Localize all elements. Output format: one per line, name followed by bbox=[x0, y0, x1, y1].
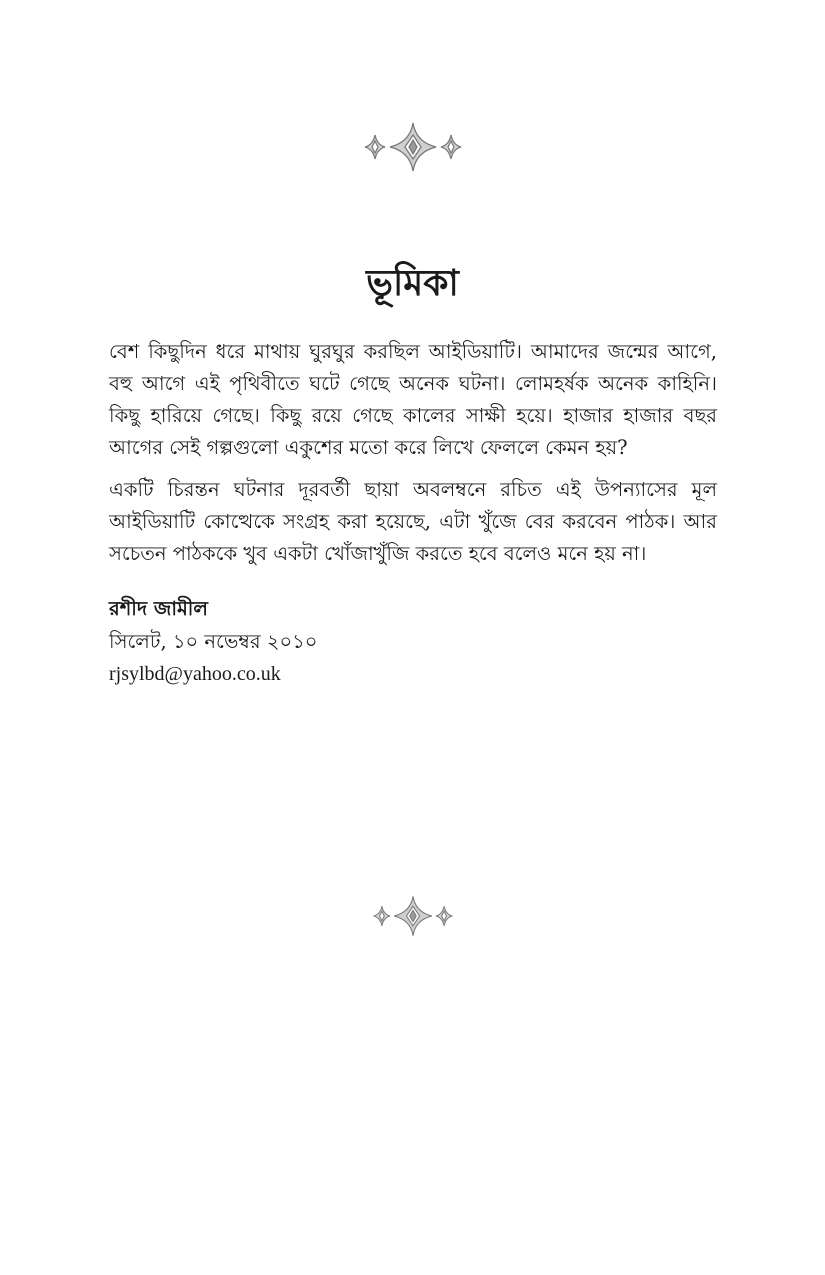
paragraph-2: একটি চিরন্তন ঘটনার দূরবর্তী ছায়া অবলম্বনে রচিত এই উপন্যাসের মূল আইডিয়াটি কোত্থেকে সংগ্রহ করা হয়েছে, এটা খুঁজে বের করবেন পাঠক। আর সচেতন পাঠককে খুব একটা খোঁজাখুঁজি করতে হবে বলেও মনে হয় না। bbox=[109, 478, 717, 565]
preface-body bbox=[109, 336, 717, 580]
top-ornament bbox=[0, 122, 825, 172]
diamond-star-ornament-icon bbox=[368, 895, 458, 937]
signature-block bbox=[109, 592, 717, 691]
author-email: rjsylbd@yahoo.co.uk bbox=[109, 663, 281, 685]
author-name: রশীদ জামীল bbox=[109, 597, 208, 620]
paragraph-1: বেশ কিছুদিন ধরে মাথায় ঘুরঘুর করছিল আইডিয়াটি। আমাদের জন্মের আগে, বহু আগে এই পৃথিবীতে ঘটে গেছে অনেক ঘটনা। লোমহর্ষক অনেক কাহিনি। কিছু হারিয়ে গেছে। কিছু রয়ে গেছে কালের সাক্ষী হয়ে। হাজার হাজার বছর আগের সেই গল্পগুলো একুশের মতো করে লিখে ফেললে কেমন হয়? bbox=[109, 340, 717, 459]
page-title: ভূমিকা bbox=[366, 262, 459, 304]
diamond-star-ornament-icon bbox=[358, 122, 468, 172]
place-date: সিলেট, ১০ নভেম্বর ২০১০ bbox=[109, 630, 318, 653]
bottom-ornament bbox=[0, 895, 825, 937]
